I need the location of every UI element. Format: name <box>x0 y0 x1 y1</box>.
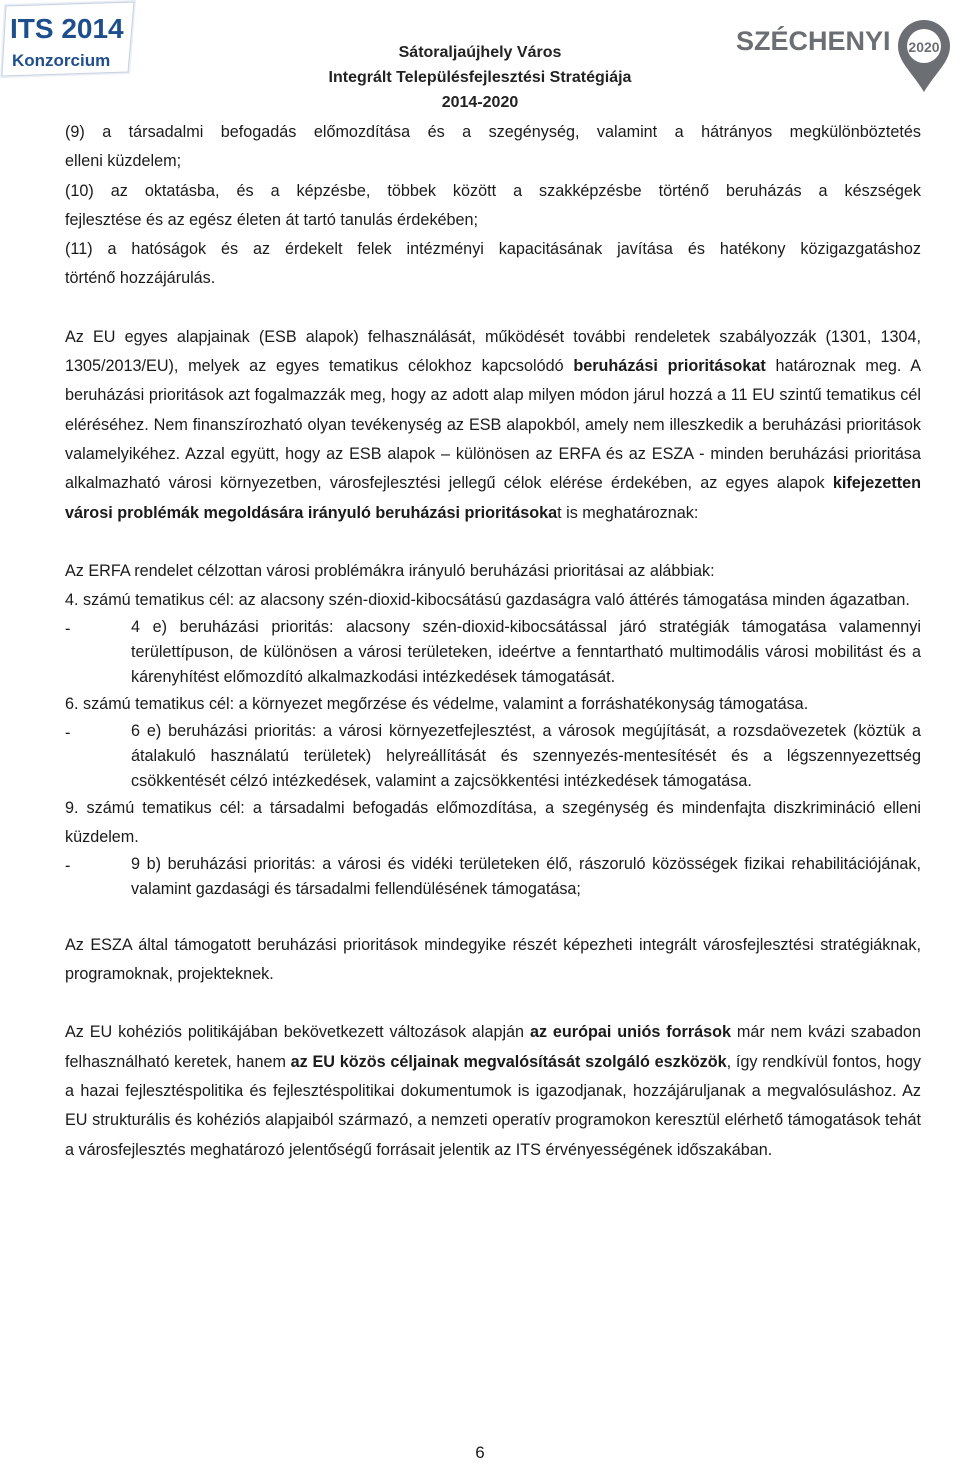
header-city: Sátoraljaújhely Város <box>398 44 562 61</box>
priority-9b-text: 9 b) beruházási prioritás: a városi és vidéki területeken élő, rászoruló közösségek fizikai rehabilitációjának, valamint gazdasági és társadalmi fellendülésének támogatása; <box>131 855 921 898</box>
bold-eu-common-goals: az EU közös céljainak megvalósítását szolgáló eszközök <box>290 1052 727 1071</box>
szechenyi-logo-text: SZÉCHENYI <box>736 26 891 56</box>
list-item-9-line2: elleni küzdelem; <box>65 152 182 171</box>
esb-funds-paragraph: Az EU egyes alapjainak (ESB alapok) felhasználását, működését további rendeletek szabályozzák (1301, 1304, 1305/2013/EU), melyek az egyes tematikus célokhoz kapcsolódó beruházási prioritásokat határoznak meg. A beruházási prioritások azt fogalmazzák meg, hogy az adott alap milyen módon járul hozzá a 11 EU szintű tematikus cél eléréséhez. Nem finanszírozható olyan tevékenység az ESB alapokból, amely nem illeszkedik a beruházási prioritások valamelyikéhez. Azzal együtt, hogy az ESB alapok – különösen az ERFA és az ESZA - minden beruházási prioritása alkalmazható városi környezetben, városfejlesztési jellegű célok elérése érdekében, az egyes alapok kifejezetten városi problémák megoldására irányuló beruházási prioritásokat is meghatároznak: <box>65 327 921 522</box>
bold-urban-priorities: kifejezetten városi problémák megoldására irányuló beruházási prioritásoka <box>65 474 921 522</box>
list-dash: - <box>65 857 71 876</box>
priority-4e-item <box>65 615 921 689</box>
page-body <box>65 118 921 1165</box>
its-logo-subtitle: Konzorcium <box>12 51 111 70</box>
thematic-goal-9: 9. számú tematikus cél: a társadalmi befogadás előmozdítása, a szegénység és mindenfajta diszkrimináció elleni küzdelem. <box>65 798 921 846</box>
list-item-11-line2: történő hozzájárulás. <box>65 269 216 288</box>
bold-investment-priorities: beruházási prioritásokat <box>573 357 766 376</box>
bold-eu-funds: az európai uniós források <box>529 1023 732 1042</box>
list-item-11-line1: (11) a hatóságok és az érdekelt felek intézményi kapacitásának javítása és hatékony közigazgatáshoz <box>65 240 921 259</box>
page-number: 6 <box>475 1443 485 1462</box>
thematic-goal-6: 6. számú tematikus cél: a környezet megőrzése és védelme, valamint a forráshatékonyság támogatása. <box>65 694 809 713</box>
header-strategy-title: Integrált Településfejlesztési Stratégiája <box>328 69 632 86</box>
thematic-goal-4: 4. számú tematikus cél: az alacsony szén-dioxid-kibocsátású gazdaságra való áttérés támogatása minden ágazatban. <box>65 591 910 610</box>
header-period: 2014-2020 <box>441 94 519 111</box>
its-logo-title: ITS 2014 <box>10 13 124 44</box>
list-item-10-line2: fejlesztése és az egész életen át tartó tanulás érdekében; <box>65 210 479 229</box>
szechenyi-2020-logo <box>728 8 960 96</box>
cohesion-policy-paragraph: Az EU kohéziós politikájában bekövetkezett változások alapján az európai uniós források már nem kvázi szabadon felhasználható keretek, hanem az EU közös céljainak megvalósítását szolgáló eszközök, így rendkívül fontos, hogy a hazai fejlesztéspolitika és fejlesztéspolitikai dokumentumok is igazodjanak, hozzájáruljanak a megvalósuláshoz. Az EU strukturális és kohéziós alapjaiból származó, a nemzeti operatív programokon keresztül elérhető támogatások tehát a városfejlesztés meghatározó jelentőségű forrásait jelentik az ITS érvényességének időszakában. <box>65 1023 921 1159</box>
priority-4e-text: 4 e) beruházási prioritás: alacsony szén-dioxid-kibocsátással járó stratégiák támogatása valamennyi területtípuson, de különösen a városi területeken, ideértve a fenntartható multimodális városi mobilitást és a kárenyhítést előmozdító alkalmazkodási intézkedések támogatását. <box>131 618 921 687</box>
priority-6e-text: 6 e) beruházási prioritás: a városi környezetfejlesztést, a városok megújítását, a rozsdaövezetek (köztük a átalakuló használatú területek) helyreállítását és szennyezés-mentesítését és a légszennyezettség csökkentését célzó intézkedések, valamint a zajcsökkentési intézkedések támogatása. <box>131 722 921 790</box>
szechenyi-logo-year: 2020 <box>908 39 940 55</box>
list-item-9-line1: (9) a társadalmi befogadás előmozdítása és a szegénység, valamint a hátrányos megkülönböztetés <box>65 123 921 141</box>
esza-paragraph: Az ESZA által támogatott beruházási prioritások mindegyike részét képezheti integrált városfejlesztési stratégiáknak, programoknak, projekteknek. <box>65 935 921 984</box>
list-dash: - <box>65 620 71 639</box>
priority-9b-item <box>65 852 921 902</box>
erfa-intro: Az ERFA rendelet célzottan városi problémákra irányuló beruházási prioritásai az alábbiak: <box>65 561 715 580</box>
priority-6e-item <box>65 719 921 793</box>
list-item-10-line1: (10) az oktatásba, és a képzésbe, többek között a szakképzésbe történő beruházás a készségek <box>65 181 921 200</box>
list-dash: - <box>65 724 71 743</box>
